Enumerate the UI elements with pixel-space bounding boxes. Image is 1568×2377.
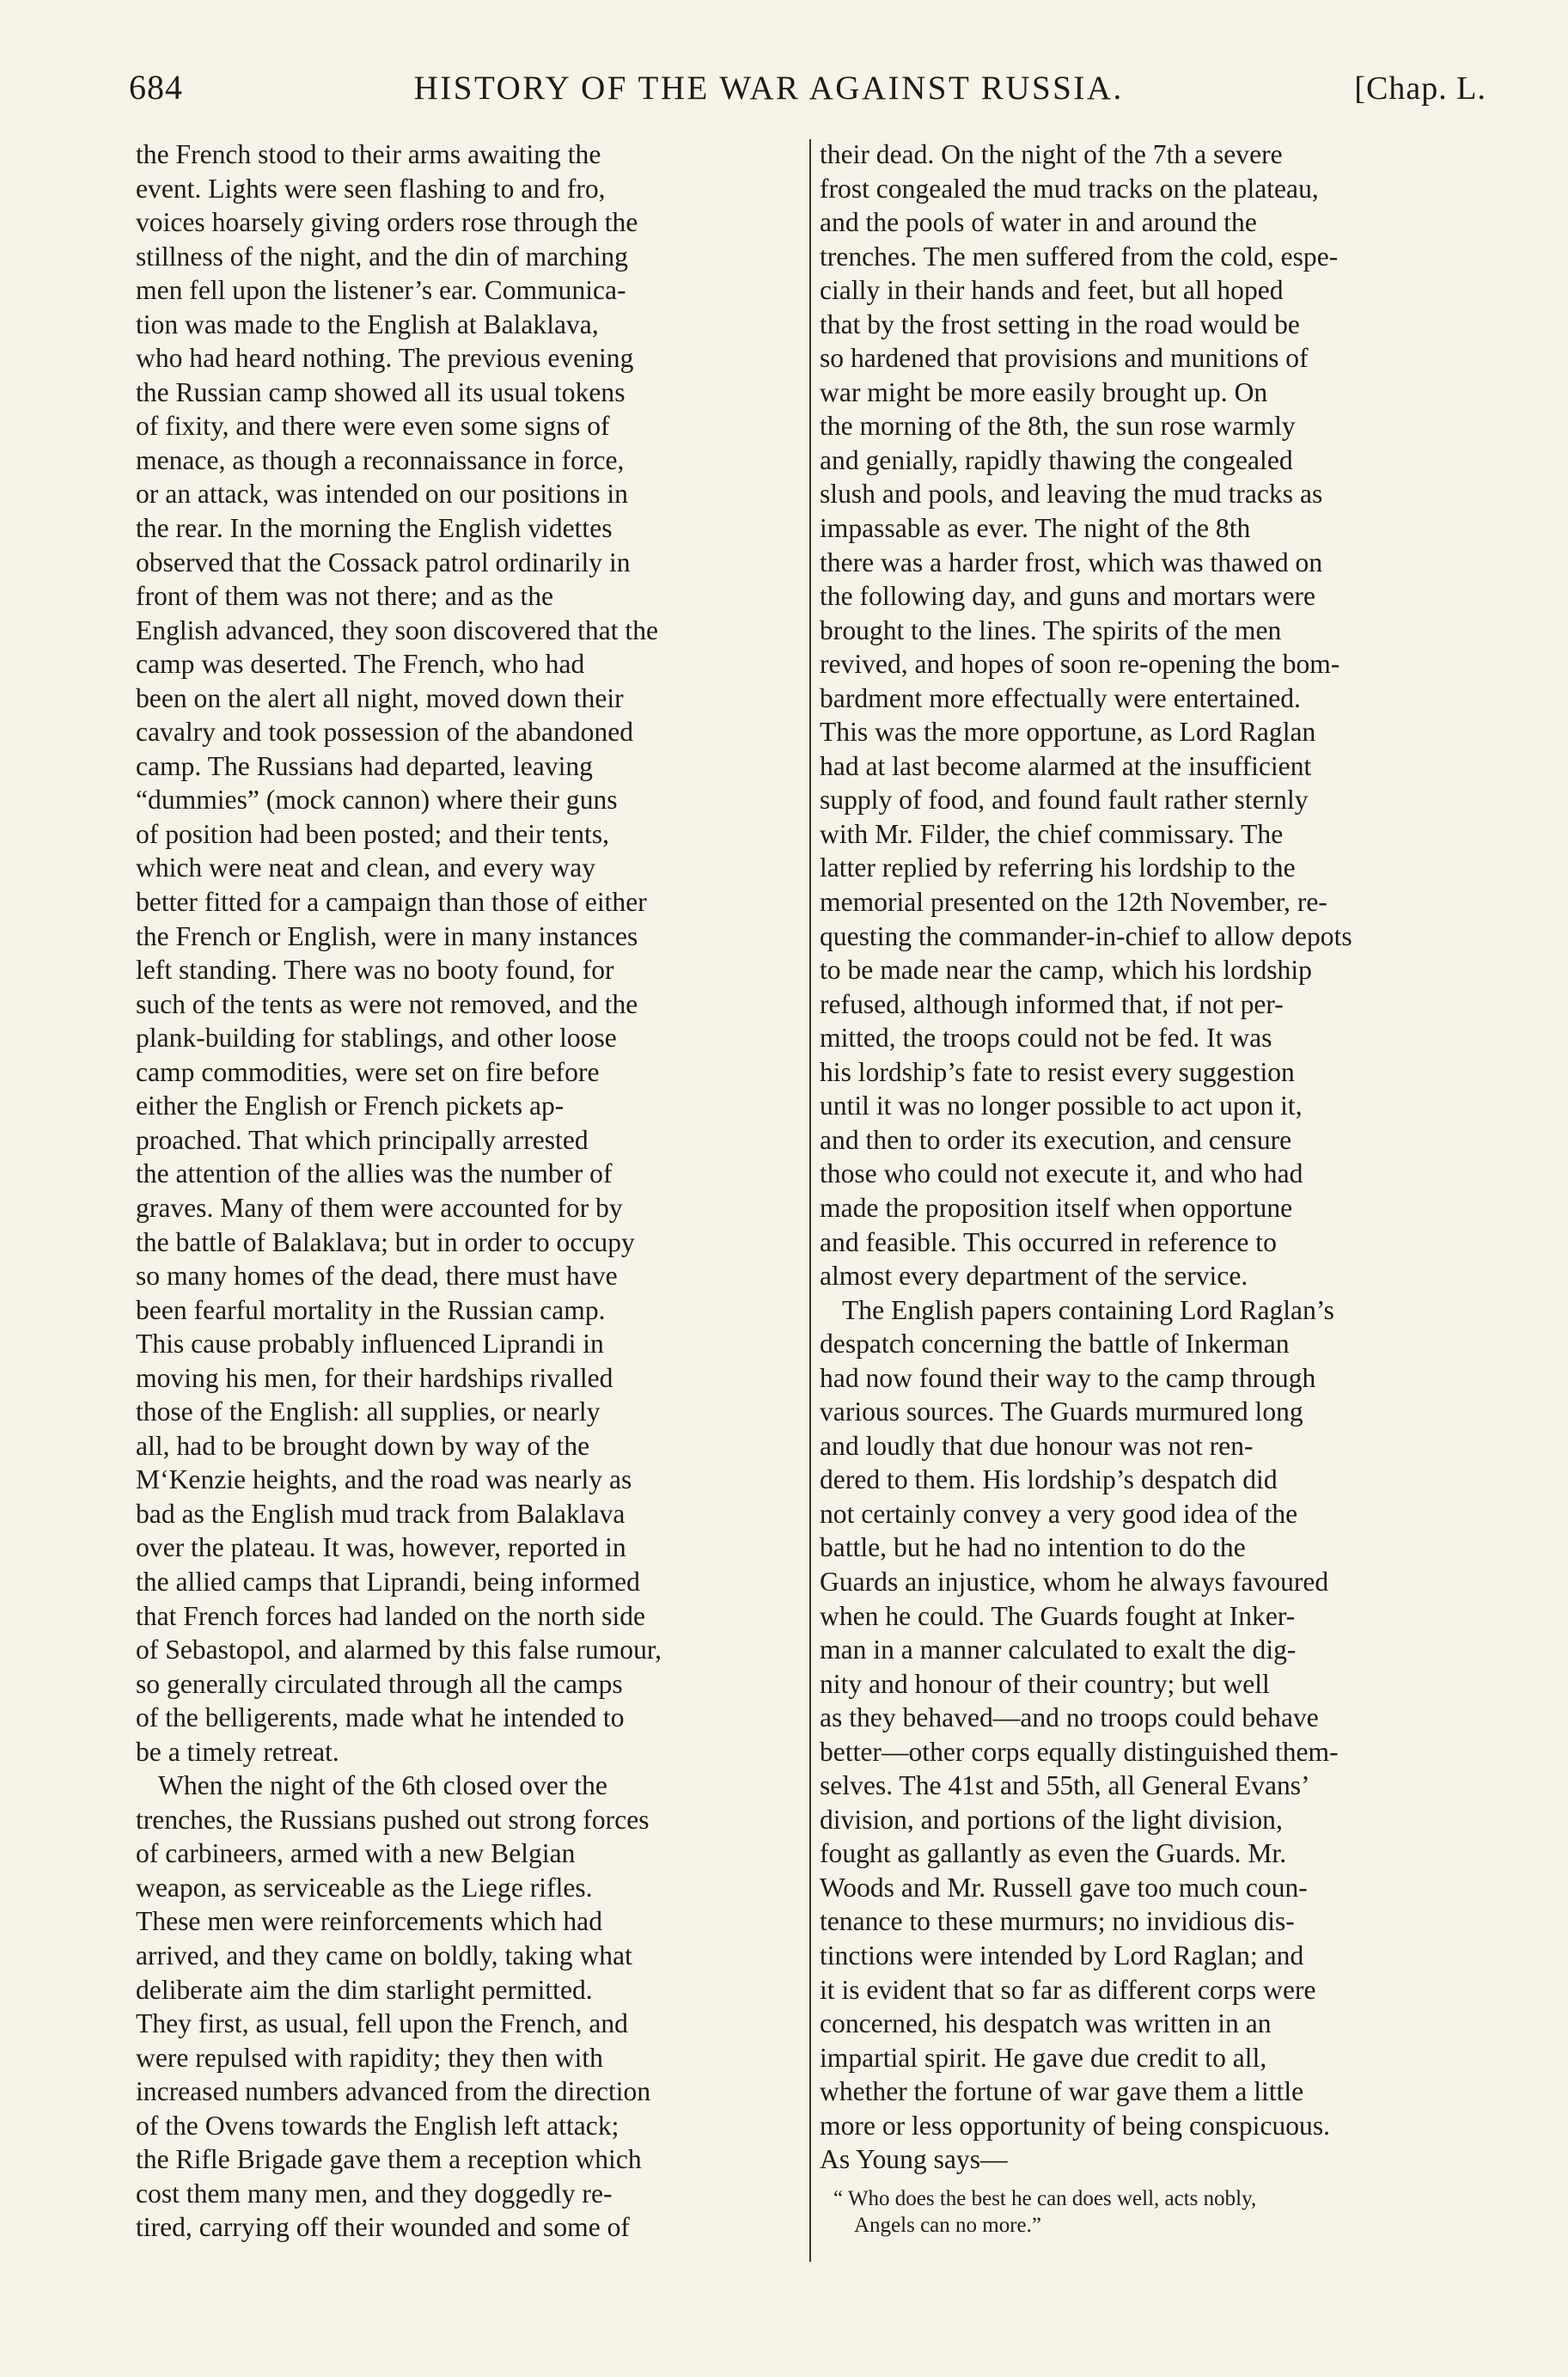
text-line: whether the fortune of war gave them a little xyxy=(820,2076,1304,2107)
text-line: event. Lights were seen flashing to and fro, xyxy=(136,173,606,204)
text-line: as they behaved—and no troops could behave xyxy=(820,1702,1319,1733)
text-line: the attention of the allies was the number of xyxy=(136,1158,613,1189)
text-line: which were neat and clean, and every way xyxy=(136,852,596,883)
text-line: weapon, as serviceable as the Liege rifles. xyxy=(136,1872,593,1903)
text-line: deliberate aim the dim starlight permitted. xyxy=(136,1974,593,2005)
text-line: the rear. In the morning the English videttes xyxy=(136,513,613,544)
text-line: This cause probably influenced Liprandi in xyxy=(136,1329,604,1360)
text-line: proached. That which principally arrested xyxy=(136,1124,589,1155)
running-header xyxy=(129,67,1486,119)
text-line: cially in their hands and feet, but all hoped xyxy=(820,275,1284,306)
text-line: English advanced, they soon discovered that the xyxy=(136,614,659,645)
text-line: camp commodities, were set on fire before xyxy=(136,1056,600,1087)
text-line: those of the English: all supplies, or nearly xyxy=(136,1396,601,1427)
verse-quote xyxy=(820,2185,1480,2239)
column-divider xyxy=(809,139,811,2262)
text-line: stillness of the night, and the din of marching xyxy=(136,241,628,272)
text-line: bardment more effectually were entertained. xyxy=(820,682,1301,713)
text-line: observed that the Cossack patrol ordinarily in xyxy=(136,547,631,577)
text-line: that French forces had landed on the north side xyxy=(136,1600,646,1631)
text-line: almost every department of the service. xyxy=(820,1261,1248,1292)
text-line: camp was deserted. The French, who had xyxy=(136,649,585,680)
text-line: selves. The 41st and 55th, all General Evans’ xyxy=(820,1770,1310,1801)
text-line: “dummies” (mock cannon) where their guns xyxy=(136,785,618,816)
text-line: plank-building for stablings, and other loose xyxy=(136,1023,617,1054)
text-line: of Sebastopol, and alarmed by this false rumour, xyxy=(136,1635,662,1665)
text-line: over the plateau. It was, however, reported in xyxy=(136,1532,626,1563)
text-line: the battle of Balaklava; but in order to occupy xyxy=(136,1226,635,1257)
text-line: until it was no longer possible to act upon it, xyxy=(820,1091,1303,1121)
text-line: the French stood to their arms awaiting the xyxy=(136,139,601,169)
text-line: tired, carrying off their wounded and some of xyxy=(136,2212,630,2243)
text-line: questing the commander-in-chief to allow depots xyxy=(820,920,1352,951)
text-line: increased numbers advanced from the direction xyxy=(136,2076,651,2107)
quote-line: Angels can no more.” xyxy=(854,2213,1041,2237)
chapter-label: [Chap. L. xyxy=(1354,70,1486,107)
text-line: his lordship’s fate to resist every suggestion xyxy=(820,1056,1295,1087)
text-line: who had heard nothing. The previous evening xyxy=(136,343,634,374)
text-line: or an attack, was intended on our positions in xyxy=(136,479,628,510)
text-line: battle, but he had no intention to do the xyxy=(820,1532,1246,1563)
text-line: man in a manner calculated to exalt the dig- xyxy=(820,1635,1296,1665)
text-line: the Russian camp showed all its usual tokens xyxy=(136,376,625,407)
text-line: frost congealed the mud tracks on the plateau, xyxy=(820,173,1319,204)
text-line: better—other corps equally distinguished them- xyxy=(820,1736,1339,1767)
text-line: and then to order its execution, and censure xyxy=(820,1124,1292,1155)
text-line: tinctions were intended by Lord Raglan; and xyxy=(820,1940,1304,1971)
text-line: and loudly that due honour was not ren- xyxy=(820,1430,1254,1461)
text-line: impartial spirit. He gave due credit to all, xyxy=(820,2042,1267,2073)
text-line: such of the tents as were not removed, and the xyxy=(136,988,638,1019)
text-line: front of them was not there; and as the xyxy=(136,581,554,612)
text-line: cost them many men, and they doggedly re- xyxy=(136,2178,613,2209)
running-title: HISTORY OF THE WAR AGAINST RUSSIA. xyxy=(413,70,1124,107)
text-line: concerned, his despatch was written in an xyxy=(820,2008,1272,2039)
text-line: bad as the English mud track from Balaklava xyxy=(136,1498,625,1529)
text-line: of the Ovens towards the English left attack; xyxy=(136,2110,619,2141)
text-line: camp. The Russians had departed, leaving xyxy=(136,750,593,781)
text-line: the French or English, were in many instances xyxy=(136,920,638,951)
text-line: cavalry and took possession of the abandoned xyxy=(136,717,634,748)
text-line: graves. Many of them were accounted for by xyxy=(136,1192,623,1223)
text-line: men fell upon the listener’s ear. Communica- xyxy=(136,275,626,306)
text-line: the morning of the 8th, the sun rose warmly xyxy=(820,411,1296,442)
right-column xyxy=(820,137,1480,2239)
text-line: with Mr. Filder, the chief commissary. The xyxy=(820,818,1284,849)
text-line: been on the alert all night, moved down their xyxy=(136,682,624,713)
text-line: latter replied by referring his lordship to the xyxy=(820,852,1296,883)
text-line: As Young says— xyxy=(820,2144,1008,2175)
text-line: voices hoarsely giving orders rose through the xyxy=(136,207,638,238)
text-line: the Rifle Brigade gave them a reception which xyxy=(136,2144,642,2175)
text-line: slush and pools, and leaving the mud tracks as xyxy=(820,479,1323,510)
text-line: been fearful mortality in the Russian camp. xyxy=(136,1294,606,1325)
text-line: When the night of the 6th closed over the xyxy=(158,1770,607,1801)
text-line: nity and honour of their country; but well xyxy=(820,1668,1270,1699)
text-line: and feasible. This occurred in reference to xyxy=(820,1226,1277,1257)
text-line: had now found their way to the camp through xyxy=(820,1362,1316,1393)
text-line: supply of food, and found fault rather sternly xyxy=(820,785,1309,816)
text-line: tenance to these murmurs; no invidious dis- xyxy=(820,1906,1295,1937)
text-line: arrived, and they came on boldly, taking what xyxy=(136,1940,632,1971)
text-line: were repulsed with rapidity; they then with xyxy=(136,2042,603,2073)
text-line: so hardened that provisions and munitions of xyxy=(820,343,1309,374)
text-line: the following day, and guns and mortars were xyxy=(820,581,1316,612)
text-line: left standing. There was no booty found, for xyxy=(136,955,614,986)
text-line: impassable as ever. The night of the 8th xyxy=(820,513,1251,544)
text-line: and genially, rapidly thawing the congealed xyxy=(820,444,1293,475)
text-line: division, and portions of the light division, xyxy=(820,1804,1283,1835)
text-line: menace, as though a reconnaissance in force, xyxy=(136,444,625,475)
text-line: there was a harder frost, which was thawed on xyxy=(820,547,1323,577)
text-line: had at last become alarmed at the insufficient xyxy=(820,750,1312,781)
text-line: of fixity, and there were even some signs of xyxy=(136,411,610,442)
text-line: The English papers containing Lord Raglan’s xyxy=(842,1294,1334,1325)
text-line: so many homes of the dead, there must have xyxy=(136,1261,618,1292)
text-line: fought as gallantly as even the Guards. Mr. xyxy=(820,1838,1287,1869)
text-line: more or less opportunity of being conspicuous. xyxy=(820,2110,1331,2141)
text-line: the allied camps that Liprandi, being informed xyxy=(136,1566,640,1597)
text-line: so generally circulated through all the camps xyxy=(136,1668,623,1699)
text-line: moving his men, for their hardships rivalled xyxy=(136,1362,613,1393)
text-line: brought to the lines. The spirits of the men xyxy=(820,614,1282,645)
text-line: They first, as usual, fell upon the French, and xyxy=(136,2008,628,2039)
text-line: made the proposition itself when opportune xyxy=(820,1192,1293,1223)
text-line: memorial presented on the 12th November, re- xyxy=(820,887,1327,918)
left-column xyxy=(136,137,789,2245)
text-line: This was the more opportune, as Lord Raglan xyxy=(820,717,1316,748)
text-line: mitted, the troops could not be fed. It was xyxy=(820,1023,1272,1054)
text-line: better fitted for a campaign than those of either xyxy=(136,887,647,918)
text-line: dered to them. His lordship’s despatch did xyxy=(820,1464,1278,1495)
text-line: trenches, the Russians pushed out strong forces xyxy=(136,1804,650,1835)
text-line: tion was made to the English at Balaklava, xyxy=(136,309,599,339)
text-line: be a timely retreat. xyxy=(136,1736,339,1767)
text-line: revived, and hopes of soon re-opening the bom- xyxy=(820,649,1340,680)
text-line: refused, although informed that, if not per- xyxy=(820,988,1284,1019)
text-line: not certainly convey a very good idea of the xyxy=(820,1498,1298,1529)
text-line: either the English or French pickets ap- xyxy=(136,1091,564,1121)
text-line: and the pools of water in and around the xyxy=(820,207,1257,238)
text-line: war might be more easily brought up. On xyxy=(820,376,1268,407)
text-line: all, had to be brought down by way of the xyxy=(136,1430,590,1461)
quote-line: “ Who does the best he can does well, acts nobly, xyxy=(833,2186,1257,2210)
text-line: to be made near the camp, which his lordship xyxy=(820,955,1312,986)
text-line: Guards an injustice, whom he always favoured xyxy=(820,1566,1329,1597)
text-line: of the belligerents, made what he intended to xyxy=(136,1702,625,1733)
page-number: 684 xyxy=(129,68,183,107)
text-line: when he could. The Guards fought at Inker- xyxy=(820,1600,1296,1631)
text-line: of carbineers, armed with a new Belgian xyxy=(136,1838,576,1869)
text-line: those who could not execute it, and who had xyxy=(820,1158,1303,1189)
text-line: M‘Kenzie heights, and the road was nearly as xyxy=(136,1464,632,1495)
text-line: despatch concerning the battle of Inkerman xyxy=(820,1329,1290,1360)
text-line: it is evident that so far as different corps were xyxy=(820,1974,1316,2005)
text-line: that by the frost setting in the road would be xyxy=(820,309,1300,339)
text-line: Woods and Mr. Russell gave too much coun- xyxy=(820,1872,1308,1903)
text-line: various sources. The Guards murmured long xyxy=(820,1396,1303,1427)
text-line: of position had been posted; and their tents, xyxy=(136,818,610,849)
text-line: their dead. On the night of the 7th a severe xyxy=(820,139,1283,169)
text-line: trenches. The men suffered from the cold, espe- xyxy=(820,241,1339,272)
text-line: These men were reinforcements which had xyxy=(136,1906,603,1937)
